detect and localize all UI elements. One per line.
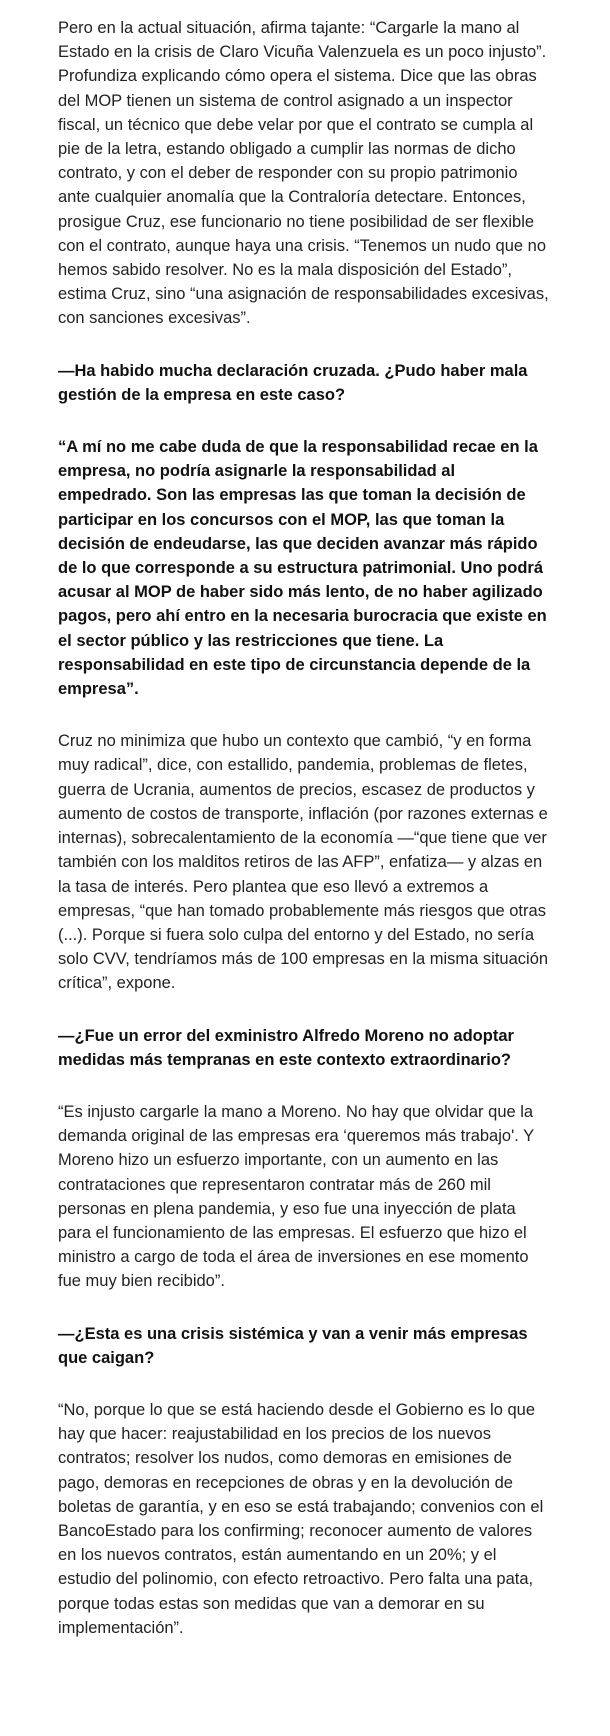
paragraph-contexto: Cruz no minimiza que hubo un contexto que cambió, “y en forma muy radical”, dice, con estallido, pandemia, problemas de fletes, guerra de Ucrania, aumentos de precios, escasez de productos y aumento de costos de transporte, inflación (por razones externas e internas), sobrecalentamiento de la economía —“que tiene que ver también con los malditos retiros de las AFP”, enfatiza— y alzas en la tasa de interés. Pero plantea que eso llevó a extremos a empresas, “que han tomado probablemente más riesgos que otras (...). Porque si fuera solo culpa del entorno y del Estado, no sería solo CVV, tendríamos más de 100 empresas en la misma situación crítica”, expone. (58, 732, 549, 993)
question-mala-gestion: —Ha habido mucha declaración cruzada. ¿Pudo haber mala gestión de la empresa en este caso? (58, 361, 528, 404)
answer-moreno: “Es injusto cargarle la mano a Moreno. No hay que olvidar que la demanda original de las empresas era ‘queremos más trabajo'. Y Moreno hizo un esfuerzo importante, con un aumento en las contrataciones que representaron contratar más de 260 mil personas en plena pandemia, y eso fue una inyección de plata para el funcionamiento de las empresas. El esfuerzo que hizo el ministro a cargo de toda el área de inversiones en ese momento fue muy bien recibido”. (58, 1102, 534, 1291)
answer-responsabilidad-empresa: “A mí no me cabe duda de que la responsabilidad recae en la empresa, no podría asignarle la responsabilidad al empedrado. Son las empresas las que toman la decisión de participar en los concursos con el MOP, las que toman la decisión de endeudarse, las que deciden avanzar más rápido de lo que corresponde a su estructura patrimonial. Uno podrá acusar al MOP de haber sido más lento, de no haber agilizado pagos, pero ahí entro en la necesaria burocracia que existe en el sector público y las restricciones que tiene. La responsabilidad en este tipo de circunstancia depende de la empresa”. (58, 438, 547, 699)
paragraph-inspector-fiscal: Pero en la actual situación, afirma tajante: “Cargarle la mano al Estado en la crisis de Claro Vicuña Valenzuela es un poco injusto”. Profundiza explicando cómo opera el sistema. Dice que las obras del MOP tienen un sistema de control asignado a un inspector fiscal, un técnico que debe velar por que el contrato se cumpla al pie de la letra, estando obligado a cumplir las normas de dicho contrato, y con el deber de responder con su propio patrimonio ante cualquier anomalía que la Contraloría detectare. Entonces, prosigue Cruz, ese funcionario no tiene posibilidad de ser flexible con el contrato, aunque haya una crisis. “Tenemos un nudo que no hemos sabido resolver. No es la mala disposición del Estado”, estima Cruz, sino “una asignación de responsabilidades excesivas, con sanciones excesivas”. (58, 19, 549, 328)
question-crisis-sistemica: —¿Esta es una crisis sistémica y van a venir más empresas que caigan? (58, 1324, 528, 1367)
answer-crisis-sistemica: “No, porque lo que se está haciendo desde el Gobierno es lo que hay que hacer: reajustabilidad en los precios de los nuevos contratos; resolver los nudos, como demoras en emisiones de pago, demoras en recepciones de obras y en la devolución de boletas de garantía, y en eso se está trabajando; convenios con el BancoEstado para los confirming; reconocer aumento de valores en los nuevos contratos, están aumentando en un 20%; y el estudio del polinomio, con efecto retroactivo. Pero falta una pata, porque todas estas son medidas que van a demorar en su implementación”. (58, 1400, 544, 1637)
question-moreno: —¿Fue un error del exministro Alfredo Moreno no adoptar medidas más tempranas en este contexto extraordinario? (58, 1026, 514, 1069)
article-body (58, 16, 550, 1640)
